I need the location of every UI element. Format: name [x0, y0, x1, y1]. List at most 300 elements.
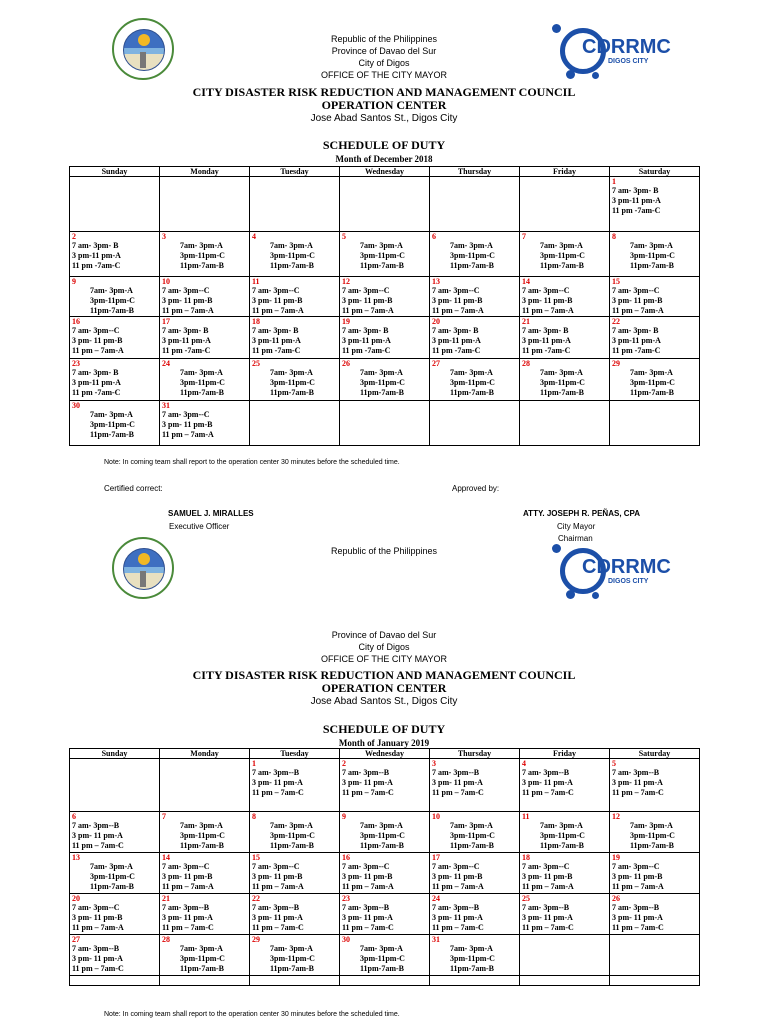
shift-entry: 7 am- 3pm--C [342, 862, 390, 871]
day-number: 21 [162, 894, 170, 903]
shift-entry: 7 am- 3pm--C [612, 862, 660, 871]
shift-entry: 11pm-7am-B [360, 388, 404, 397]
shift-entry: 11 pm – 7am-C [72, 841, 124, 850]
shift-entry: 11pm-7am-B [90, 306, 134, 315]
day-cell [160, 177, 250, 232]
day-number [162, 976, 249, 985]
day-number [252, 401, 339, 410]
signatory-right-name: ATTY. JOSEPH R. PEÑAS, CPA [523, 509, 641, 518]
shift-entry: 3 pm- 11 pm-A [252, 778, 303, 787]
day-cell [250, 317, 340, 359]
shift-entry: 11 pm – 7am-A [522, 306, 574, 315]
shift-entry: 11pm-7am-B [630, 388, 674, 397]
shift-entry: 7am- 3pm-A [450, 821, 493, 830]
shift-entry: 11 pm – 7am-A [72, 923, 124, 932]
day-number: 15 [252, 853, 260, 862]
week-row [70, 853, 700, 894]
day-number: 9 [342, 812, 346, 821]
shift-entry: 7am- 3pm-A [450, 368, 493, 377]
day-cell [70, 812, 160, 853]
shift-entry: 11 pm – 7am-C [252, 788, 304, 797]
shift-entry: 7 am- 3pm--C [612, 286, 660, 295]
day-number: 28 [522, 359, 530, 368]
day-number: 26 [342, 359, 350, 368]
shift-entry: 3 pm- 11 pm-B [342, 872, 393, 881]
day-number [522, 935, 609, 944]
city-text-2: City of Digos [358, 642, 410, 652]
day-cell [430, 277, 520, 317]
day-number: 3 [432, 759, 436, 768]
day-cell [430, 177, 520, 232]
day-number [612, 935, 699, 944]
shift-entry: 3 pm-11 pm-A [162, 336, 211, 345]
day-cell [250, 935, 340, 976]
day-number: 23 [72, 359, 80, 368]
shift-entry: 3pm-11pm-C [630, 251, 675, 260]
day-cell [250, 759, 340, 812]
shift-entry: 11 pm – 7am-A [522, 882, 574, 891]
weekday-header: Tuesday [250, 749, 340, 759]
day-number: 8 [612, 232, 616, 241]
day-cell [430, 812, 520, 853]
day-cell [520, 853, 610, 894]
weekday-header: Friday [520, 749, 610, 759]
day-number: 24 [162, 359, 170, 368]
shift-entry: 11pm-7am-B [90, 430, 134, 439]
day-cell [250, 277, 340, 317]
shift-entry: 7 am- 3pm--B [612, 903, 660, 912]
shift-entry: 11pm-7am-B [450, 964, 494, 973]
day-cell [430, 853, 520, 894]
shift-entry: 7am- 3pm-A [360, 368, 403, 377]
day-cell [160, 935, 250, 976]
city-text: City of Digos [358, 58, 410, 68]
day-number: 19 [342, 317, 350, 326]
republic-text: Republic of the Philippines [330, 34, 438, 44]
day-number [72, 759, 159, 768]
shift-entry: 3 pm- 11 pm-A [72, 954, 123, 963]
day-number: 25 [252, 359, 260, 368]
shift-entry: 3 pm- 11 pm-B [522, 872, 573, 881]
week-row [70, 935, 700, 976]
operation-center-title-2: OPERATION CENTER [321, 681, 447, 695]
shift-entry: 11 pm – 7am-A [162, 430, 214, 439]
shift-entry: 7 am- 3pm--C [162, 862, 210, 871]
day-number: 11 [522, 812, 530, 821]
shift-entry: 3 pm- 11 pm-A [252, 913, 303, 922]
day-cell [610, 976, 700, 986]
day-cell [610, 759, 700, 812]
day-cell [430, 976, 520, 986]
day-cell [520, 317, 610, 359]
shift-entry: 11 pm -7am-C [162, 346, 211, 355]
shift-entry: 3pm-11pm-C [270, 251, 315, 260]
shift-entry: 7am- 3pm-A [270, 821, 313, 830]
day-number: 20 [72, 894, 80, 903]
day-cell [160, 894, 250, 935]
shift-entry: 11pm-7am-B [360, 261, 404, 270]
day-cell [250, 894, 340, 935]
cdrrmc-brand: CDRRMC [582, 36, 671, 58]
day-cell [250, 976, 340, 986]
day-number: 7 [522, 232, 526, 241]
shift-entry: 7am- 3pm-A [360, 821, 403, 830]
day-number: 7 [162, 812, 166, 821]
day-number: 29 [252, 935, 260, 944]
office-text-2: OFFICE OF THE CITY MAYOR [320, 654, 447, 664]
shift-entry: 7 am- 3pm--B [612, 768, 660, 777]
day-cell [610, 894, 700, 935]
day-number: 8 [252, 812, 256, 821]
day-cell [340, 232, 430, 277]
day-number: 3 [162, 232, 166, 241]
shift-entry: 7 am- 3pm--C [252, 286, 300, 295]
council-title: CITY DISASTER RISK REDUCTION AND MANAGEMENT COUNCIL [192, 85, 576, 99]
weekday-header: Saturday [610, 167, 700, 177]
day-cell [520, 177, 610, 232]
week-row [70, 177, 700, 232]
day-cell [70, 935, 160, 976]
shift-entry: 3pm-11pm-C [630, 831, 675, 840]
week-row [70, 976, 700, 986]
shift-entry: 3 pm- 11 pm-B [432, 872, 483, 881]
shift-entry: 3 pm- 11 pm-A [432, 778, 483, 787]
shift-entry: 11pm-7am-B [360, 841, 404, 850]
week-row [70, 317, 700, 359]
day-number: 27 [432, 359, 440, 368]
shift-entry: 11 pm – 7am-A [162, 306, 214, 315]
shift-entry: 7am- 3pm-A [540, 241, 583, 250]
week-row [70, 894, 700, 935]
day-number [342, 976, 429, 985]
shift-entry: 7am- 3pm-A [90, 862, 133, 871]
shift-entry: 7am- 3pm-A [360, 241, 403, 250]
shift-entry: 3 pm- 11 pm-B [612, 872, 663, 881]
shift-entry: 7am- 3pm-A [540, 368, 583, 377]
day-number [252, 976, 339, 985]
shift-entry: 11pm-7am-B [270, 964, 314, 973]
office-text: OFFICE OF THE CITY MAYOR [320, 70, 447, 80]
weekday-header: Monday [160, 749, 250, 759]
week-row [70, 232, 700, 277]
day-cell [70, 177, 160, 232]
shift-entry: 11 pm – 7am-A [342, 306, 394, 315]
month-label-2: Month of January 2019 [338, 738, 430, 748]
shift-entry: 11 pm – 7am-C [342, 923, 394, 932]
day-number [342, 177, 429, 186]
shift-entry: 11 pm – 7am-C [72, 964, 124, 973]
shift-entry: 3 pm-11 pm-A [522, 336, 571, 345]
shift-entry: 7 am- 3pm- B [252, 326, 299, 335]
shift-entry: 3 pm-11 pm-A [72, 378, 121, 387]
shift-entry: 11 pm – 7am-C [612, 788, 664, 797]
day-number: 31 [432, 935, 440, 944]
day-cell [340, 359, 430, 401]
day-cell [520, 759, 610, 812]
shift-entry: 7 am- 3pm--C [162, 410, 210, 419]
day-cell [160, 401, 250, 446]
shift-entry: 3pm-11pm-C [540, 831, 585, 840]
week-row [70, 759, 700, 812]
weekday-header: Sunday [70, 167, 160, 177]
shift-entry: 11 pm – 7am-C [612, 923, 664, 932]
shift-entry: 11pm-7am-B [360, 964, 404, 973]
shift-entry: 3pm-11pm-C [360, 831, 405, 840]
shift-entry: 3 pm- 11 pm-B [252, 296, 303, 305]
shift-entry: 3pm-11pm-C [540, 378, 585, 387]
shift-entry: 7 am- 3pm--B [72, 821, 120, 830]
weekday-header: Thursday [430, 749, 520, 759]
shift-entry: 11pm-7am-B [180, 841, 224, 850]
day-number: 2 [72, 232, 76, 241]
shift-entry: 11 pm – 7am-A [612, 306, 664, 315]
shift-entry: 7am- 3pm-A [450, 241, 493, 250]
week-row [70, 401, 700, 446]
weekday-header: Tuesday [250, 167, 340, 177]
shift-entry: 7 am- 3pm--C [522, 862, 570, 871]
shift-entry: 11 pm -7am-C [72, 388, 121, 397]
shift-entry: 7 am- 3pm- B [612, 326, 659, 335]
shift-entry: 7 am- 3pm--C [72, 903, 120, 912]
day-cell [520, 232, 610, 277]
day-cell [340, 894, 430, 935]
shift-entry: 3 pm- 11 pm-A [162, 913, 213, 922]
shift-entry: 7am- 3pm-A [270, 368, 313, 377]
shift-entry: 11pm-7am-B [450, 841, 494, 850]
day-cell [340, 853, 430, 894]
day-number: 10 [432, 812, 440, 821]
approved-label: Approved by: [452, 484, 500, 493]
day-number: 1 [252, 759, 256, 768]
shift-entry: 11 pm – 7am-C [522, 788, 574, 797]
day-number: 12 [342, 277, 350, 286]
shift-entry: 11pm-7am-B [270, 388, 314, 397]
note-text: Note: In coming team shall report to the operation center 30 minutes before the scheduled time. [104, 459, 400, 466]
day-cell [610, 177, 700, 232]
day-cell [250, 232, 340, 277]
week-row [70, 277, 700, 317]
shift-entry: 3 pm- 11 pm-B [522, 296, 573, 305]
day-cell [250, 401, 340, 446]
shift-entry: 11 pm -7am-C [432, 346, 481, 355]
shift-entry: 11 pm – 7am-A [432, 306, 484, 315]
shift-entry: 3pm-11pm-C [270, 378, 315, 387]
calendar-january-2019 [69, 748, 700, 986]
day-cell [430, 401, 520, 446]
day-cell [520, 277, 610, 317]
shift-entry: 3pm-11pm-C [90, 872, 135, 881]
day-cell [160, 853, 250, 894]
shift-entry: 11 pm – 7am-A [72, 346, 124, 355]
shift-entry: 3 pm-11 pm-A [72, 251, 121, 260]
shift-entry: 7 am- 3pm- B [72, 241, 119, 250]
shift-entry: 3 pm- 11 pm-B [342, 296, 393, 305]
shift-entry: 7 am- 3pm--B [342, 768, 390, 777]
week-row [70, 359, 700, 401]
shift-entry: 7am- 3pm-A [180, 821, 223, 830]
shift-entry: 3pm-11pm-C [270, 954, 315, 963]
day-cell [340, 177, 430, 232]
shift-entry: 3 pm-11 pm-A [612, 196, 661, 205]
day-cell [250, 359, 340, 401]
day-cell [430, 894, 520, 935]
shift-entry: 7 am- 3pm--B [432, 768, 480, 777]
day-cell [610, 812, 700, 853]
day-cell [610, 935, 700, 976]
day-number: 29 [612, 359, 620, 368]
day-cell [340, 317, 430, 359]
day-number: 31 [162, 401, 170, 410]
weekday-header-row [70, 749, 700, 759]
shift-entry: 3pm-11pm-C [90, 420, 135, 429]
day-number: 4 [252, 232, 256, 241]
shift-entry: 3pm-11pm-C [540, 251, 585, 260]
day-cell [160, 277, 250, 317]
day-cell [340, 401, 430, 446]
day-number: 5 [612, 759, 616, 768]
schedule-title: SCHEDULE OF DUTY [322, 138, 446, 152]
shift-entry: 3 pm- 11 pm-A [342, 913, 393, 922]
shift-entry: 7am- 3pm-A [180, 944, 223, 953]
shift-entry: 7am- 3pm-A [450, 944, 493, 953]
shift-entry: 3pm-11pm-C [450, 831, 495, 840]
shift-entry: 7 am- 3pm--C [252, 862, 300, 871]
day-cell [160, 759, 250, 812]
day-number: 18 [522, 853, 530, 862]
shift-entry: 7 am- 3pm--B [252, 768, 300, 777]
day-number [522, 177, 609, 186]
day-cell [250, 853, 340, 894]
day-number: 14 [522, 277, 530, 286]
day-cell [520, 935, 610, 976]
shift-entry: 11 pm – 7am-C [432, 923, 484, 932]
shift-entry: 11pm-7am-B [630, 261, 674, 270]
signatory-left-title: Executive Officer [169, 522, 230, 531]
shift-entry: 7 am- 3pm- B [522, 326, 569, 335]
day-cell [610, 853, 700, 894]
note-text-2: Note: In coming team shall report to the operation center 30 minutes before the scheduled time. [104, 1011, 400, 1018]
day-number [432, 401, 519, 410]
day-cell [70, 759, 160, 812]
shift-entry: 3pm-11pm-C [180, 831, 225, 840]
weekday-header-row [70, 167, 700, 177]
day-number: 17 [432, 853, 440, 862]
day-number: 24 [432, 894, 440, 903]
day-cell [610, 317, 700, 359]
shift-entry: 7 am- 3pm--B [162, 903, 210, 912]
day-number: 1 [612, 177, 616, 186]
shift-entry: 11pm-7am-B [630, 841, 674, 850]
day-cell [430, 359, 520, 401]
shift-entry: 3pm-11pm-C [180, 378, 225, 387]
shift-entry: 3pm-11pm-C [450, 251, 495, 260]
shift-entry: 7am- 3pm-A [540, 821, 583, 830]
shift-entry: 11 pm – 7am-A [612, 882, 664, 891]
day-cell [340, 976, 430, 986]
day-number: 6 [432, 232, 436, 241]
day-number: 14 [162, 853, 170, 862]
shift-entry: 3pm-11pm-C [360, 378, 405, 387]
shift-entry: 7am- 3pm-A [630, 821, 673, 830]
day-cell [520, 894, 610, 935]
shift-entry: 11pm-7am-B [180, 261, 224, 270]
shift-entry: 3 pm- 11 pm-B [612, 296, 663, 305]
day-number [162, 177, 249, 186]
day-number: 30 [72, 401, 80, 410]
province-text-2: Province of Davao del Sur [331, 630, 437, 640]
day-number: 16 [342, 853, 350, 862]
shift-entry: 11pm-7am-B [90, 882, 134, 891]
day-cell [520, 359, 610, 401]
day-number: 22 [252, 894, 260, 903]
shift-entry: 7 am- 3pm- B [612, 186, 659, 195]
day-cell [70, 359, 160, 401]
shift-entry: 3pm-11pm-C [90, 296, 135, 305]
shift-entry: 3pm-11pm-C [270, 831, 315, 840]
shift-entry: 7am- 3pm-A [90, 286, 133, 295]
day-number: 26 [612, 894, 620, 903]
weekday-header: Monday [160, 167, 250, 177]
shift-entry: 11pm-7am-B [450, 388, 494, 397]
day-number: 13 [72, 853, 80, 862]
day-cell [70, 894, 160, 935]
shift-entry: 7am- 3pm-A [630, 368, 673, 377]
day-number [342, 401, 429, 410]
shift-entry: 3 pm- 11 pm-B [162, 420, 213, 429]
day-cell [430, 232, 520, 277]
shift-entry: 7 am- 3pm--C [522, 286, 570, 295]
shift-entry: 3 pm-11 pm-A [612, 336, 661, 345]
shift-entry: 11 pm -7am-C [612, 206, 661, 215]
day-number [522, 401, 609, 410]
day-cell [70, 317, 160, 359]
shift-entry: 3pm-11pm-C [450, 378, 495, 387]
shift-entry: 3pm-11pm-C [360, 251, 405, 260]
shift-entry: 7am- 3pm-A [630, 241, 673, 250]
signatory-right-title: City Mayor [557, 522, 596, 531]
day-cell [520, 976, 610, 986]
shift-entry: 7 am- 3pm--C [342, 286, 390, 295]
day-number: 27 [72, 935, 80, 944]
shift-entry: 7am- 3pm-A [270, 241, 313, 250]
shift-entry: 7 am- 3pm--B [522, 768, 570, 777]
province-text: Province of Davao del Sur [331, 46, 437, 56]
day-cell [160, 976, 250, 986]
day-cell [70, 232, 160, 277]
day-number: 30 [342, 935, 350, 944]
shift-entry: 7 am- 3pm- B [432, 326, 479, 335]
day-cell [340, 277, 430, 317]
shift-entry: 11 pm – 7am-A [252, 882, 304, 891]
shift-entry: 11 pm – 7am-C [252, 923, 304, 932]
day-cell [610, 232, 700, 277]
shift-entry: 11 pm – 7am-A [432, 882, 484, 891]
day-number: 9 [72, 277, 76, 286]
shift-entry: 11 pm -7am-C [612, 346, 661, 355]
shift-entry: 11pm-7am-B [540, 388, 584, 397]
shift-entry: 11 pm -7am-C [252, 346, 301, 355]
council-title-2: CITY DISASTER RISK REDUCTION AND MANAGEMENT COUNCIL [192, 668, 576, 682]
shift-entry: 11pm-7am-B [180, 388, 224, 397]
shift-entry: 3 pm-11 pm-A [252, 336, 301, 345]
shift-entry: 11pm-7am-B [450, 261, 494, 270]
day-number: 23 [342, 894, 350, 903]
day-number: 18 [252, 317, 260, 326]
day-cell [160, 317, 250, 359]
shift-entry: 11 pm – 7am-C [162, 923, 214, 932]
day-cell [610, 401, 700, 446]
shift-entry: 3 pm- 11 pm-A [522, 913, 573, 922]
